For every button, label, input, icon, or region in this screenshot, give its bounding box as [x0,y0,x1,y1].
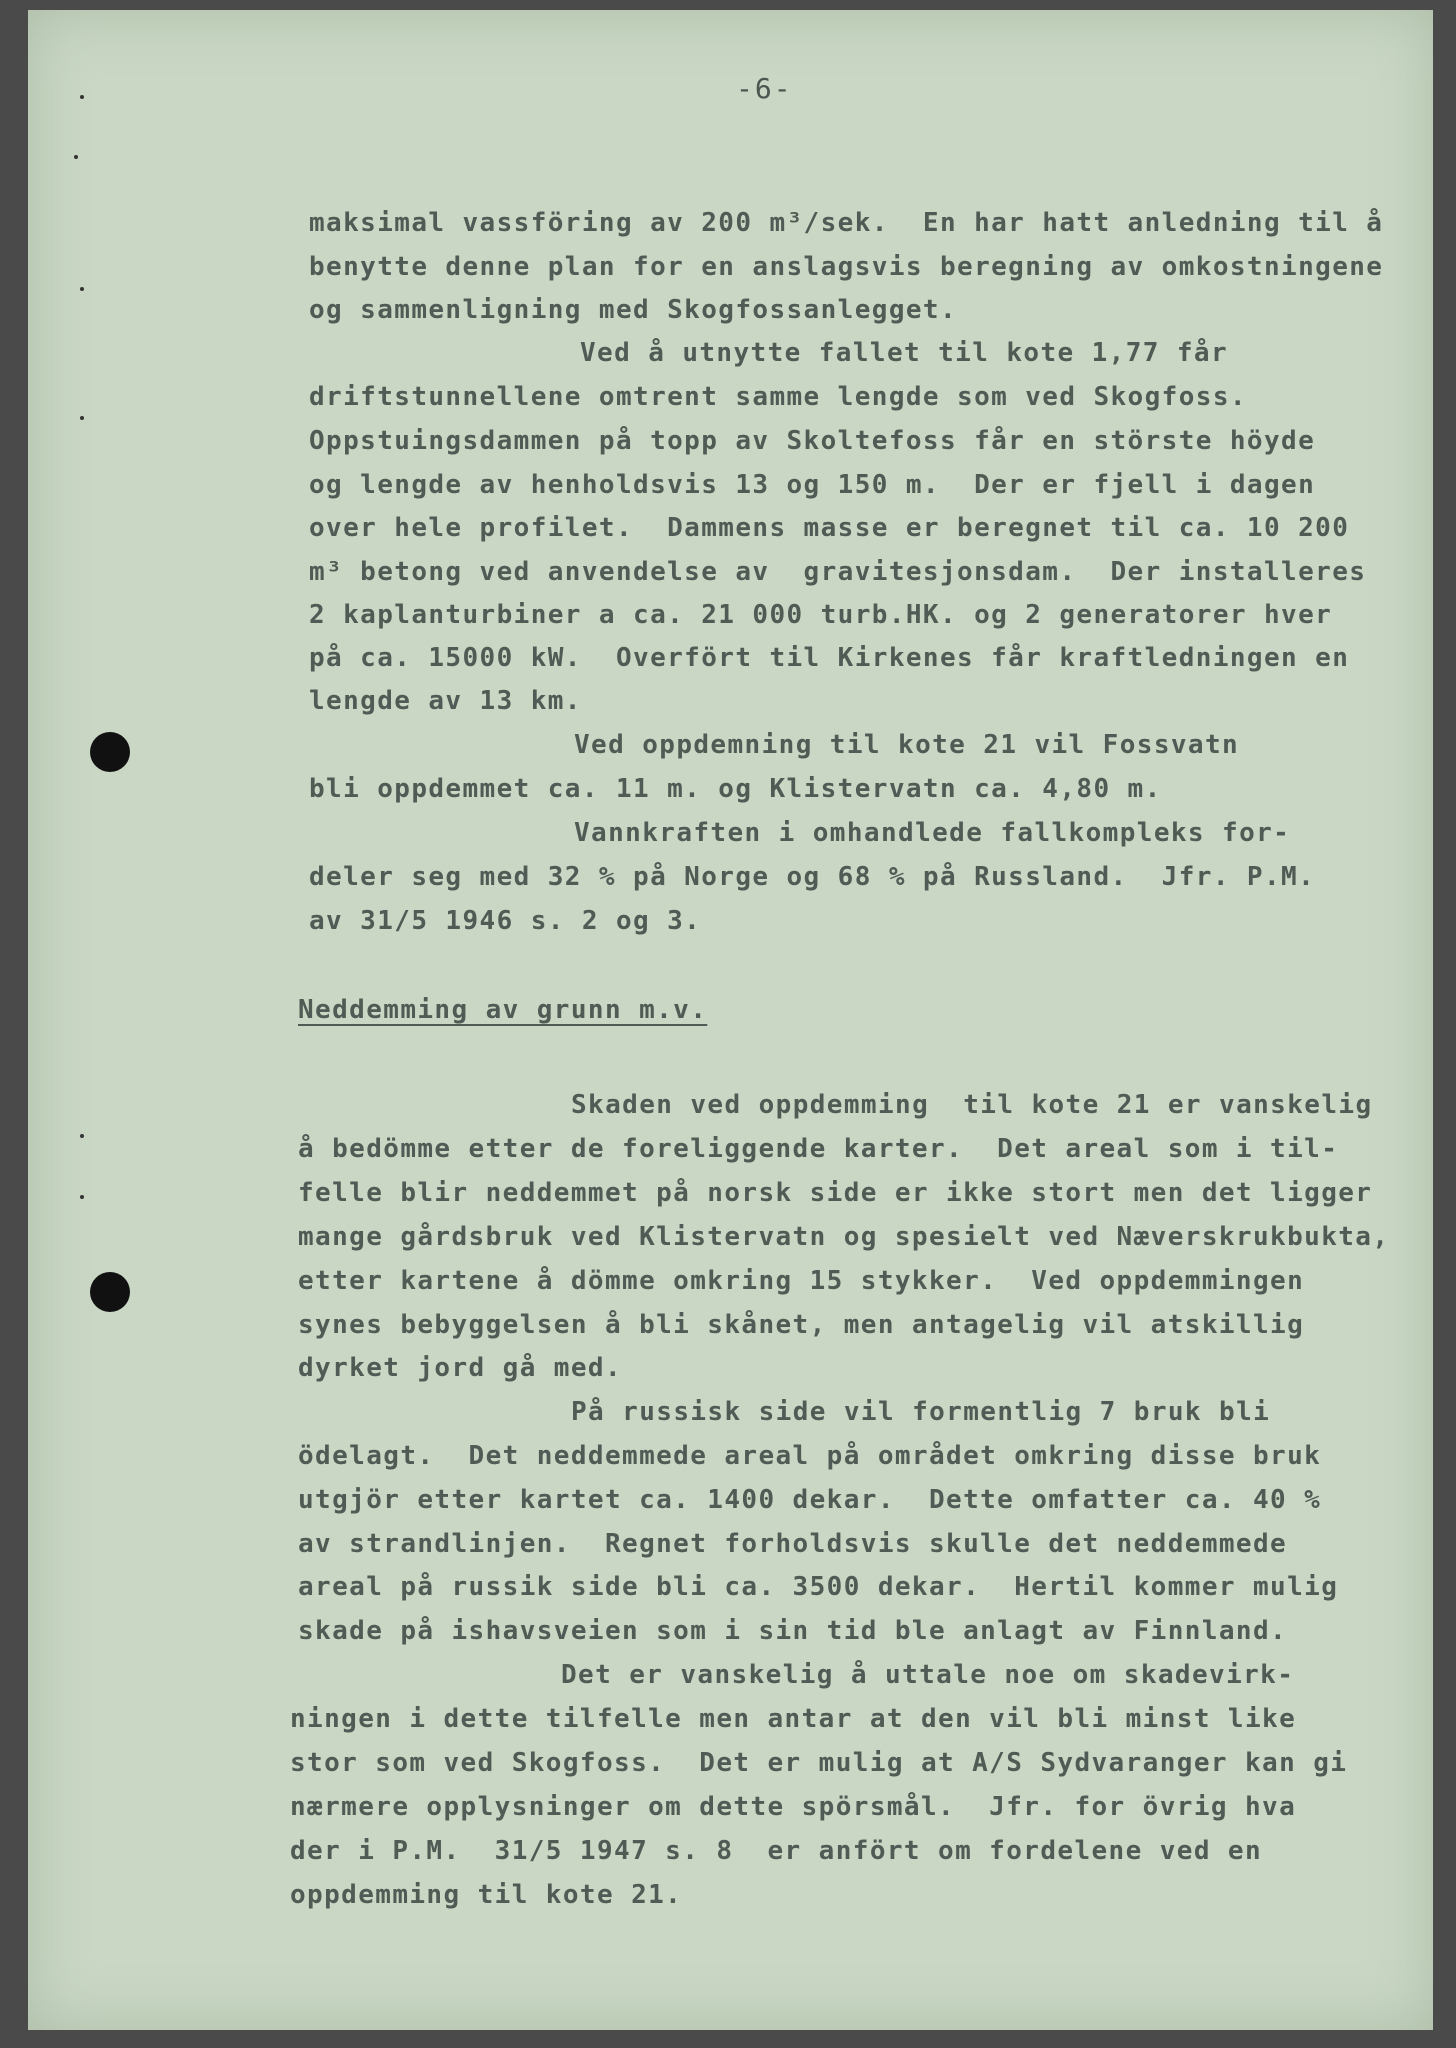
text-line: etter kartene å dömme omkring 15 stykker. Ved oppdemmingen [298,1266,1305,1296]
text-line: benytte denne plan for en anslagsvis beregning av omkostningene [309,252,1384,282]
punch-hole [90,1272,130,1312]
margin-speck [80,416,84,420]
text-line: nærmere opplysninger om dette spörsmål. Jfr. for övrig hva [290,1792,1297,1822]
margin-speck [80,1134,84,1138]
text-line: Oppstuingsdammen på topp av Skoltefoss får en störste höyde [309,426,1316,456]
text-line: Skaden ved oppdemming til kote 21 er vanskelig [571,1090,1373,1120]
margin-speck [80,287,84,291]
document-page [28,10,1433,2030]
text-line: og lengde av henholdsvis 13 og 150 m. Der er fjell i dagen [309,470,1316,500]
text-line: m³ betong ved anvendelse av gravitesjonsdam. Der installeres [309,557,1367,587]
text-line: skade på ishavsveien som i sin tid ble anlagt av Finnland. [298,1616,1288,1646]
margin-speck [74,155,78,159]
section-heading: Neddemming av grunn m.v. [298,995,708,1025]
text-line: av 31/5 1946 s. 2 og 3. [309,906,702,936]
text-line: over hele profilet. Dammens masse er beregnet til ca. 10 200 [309,513,1350,543]
margin-speck [80,95,84,99]
margin-speck [80,1195,84,1199]
page-number: -6- [736,72,793,105]
text-line: der i P.M. 31/5 1947 s. 8 er anfört om fordelene ved en [290,1836,1263,1866]
text-line: på ca. 15000 kW. Overfört til Kirkenes får kraftledningen en [309,643,1350,673]
text-line: av strandlinjen. Regnet forholdsvis skulle det neddemmede [298,1529,1288,1559]
text-line: ningen i dette tilfelle men antar at den vil bli minst like [290,1704,1297,1734]
text-line: synes bebyggelsen å bli skånet, men antagelig vil atskillig [298,1310,1305,1340]
punch-hole [90,732,130,772]
text-line: 2 kaplanturbiner a ca. 21 000 turb.HK. og 2 generatorer hver [309,600,1333,630]
text-line: mange gårdsbruk ved Klistervatn og spesielt ved Næverskrukbukta, [298,1222,1390,1252]
text-line: Vannkraften i omhandlede fallkompleks for- [574,818,1291,848]
text-line: areal på russik side bli ca. 3500 dekar. Hertil kommer mulig [298,1572,1339,1602]
text-line: felle blir neddemmet på norsk side er ikke stort men det ligger [298,1178,1373,1208]
text-line: På russisk side vil formentlig 7 bruk bli [571,1397,1271,1427]
text-line: Ved oppdemning til kote 21 vil Fossvatn [574,730,1240,760]
text-line: Ved å utnytte fallet til kote 1,77 får [580,338,1229,368]
text-line: driftstunnellene omtrent samme lengde som ved Skogfoss. [309,382,1247,412]
text-line: dyrket jord gå med. [298,1353,623,1383]
text-line: oppdemming til kote 21. [290,1880,683,1910]
text-line: deler seg med 32 % på Norge og 68 % på Russland. Jfr. P.M. [309,862,1316,892]
text-line: stor som ved Skogfoss. Det er mulig at A/S Sydvaranger kan gi [290,1748,1348,1778]
text-line: utgjör etter kartet ca. 1400 dekar. Dette omfatter ca. 40 % [298,1485,1322,1515]
text-line: å bedömme etter de foreliggende karter. Det areal som i til- [298,1134,1339,1164]
text-line: bli oppdemmet ca. 11 m. og Klistervatn ca. 4,80 m. [309,774,1162,804]
text-line: maksimal vassföring av 200 m³/sek. En har hatt anledning til å [309,208,1384,238]
text-line: Det er vanskelig å uttale noe om skadevirk- [561,1660,1295,1690]
text-line: og sammenligning med Skogfossanlegget. [309,295,958,325]
text-line: lengde av 13 km. [309,686,582,716]
text-line: ödelagt. Det neddemmede areal på området omkring disse bruk [298,1441,1322,1471]
